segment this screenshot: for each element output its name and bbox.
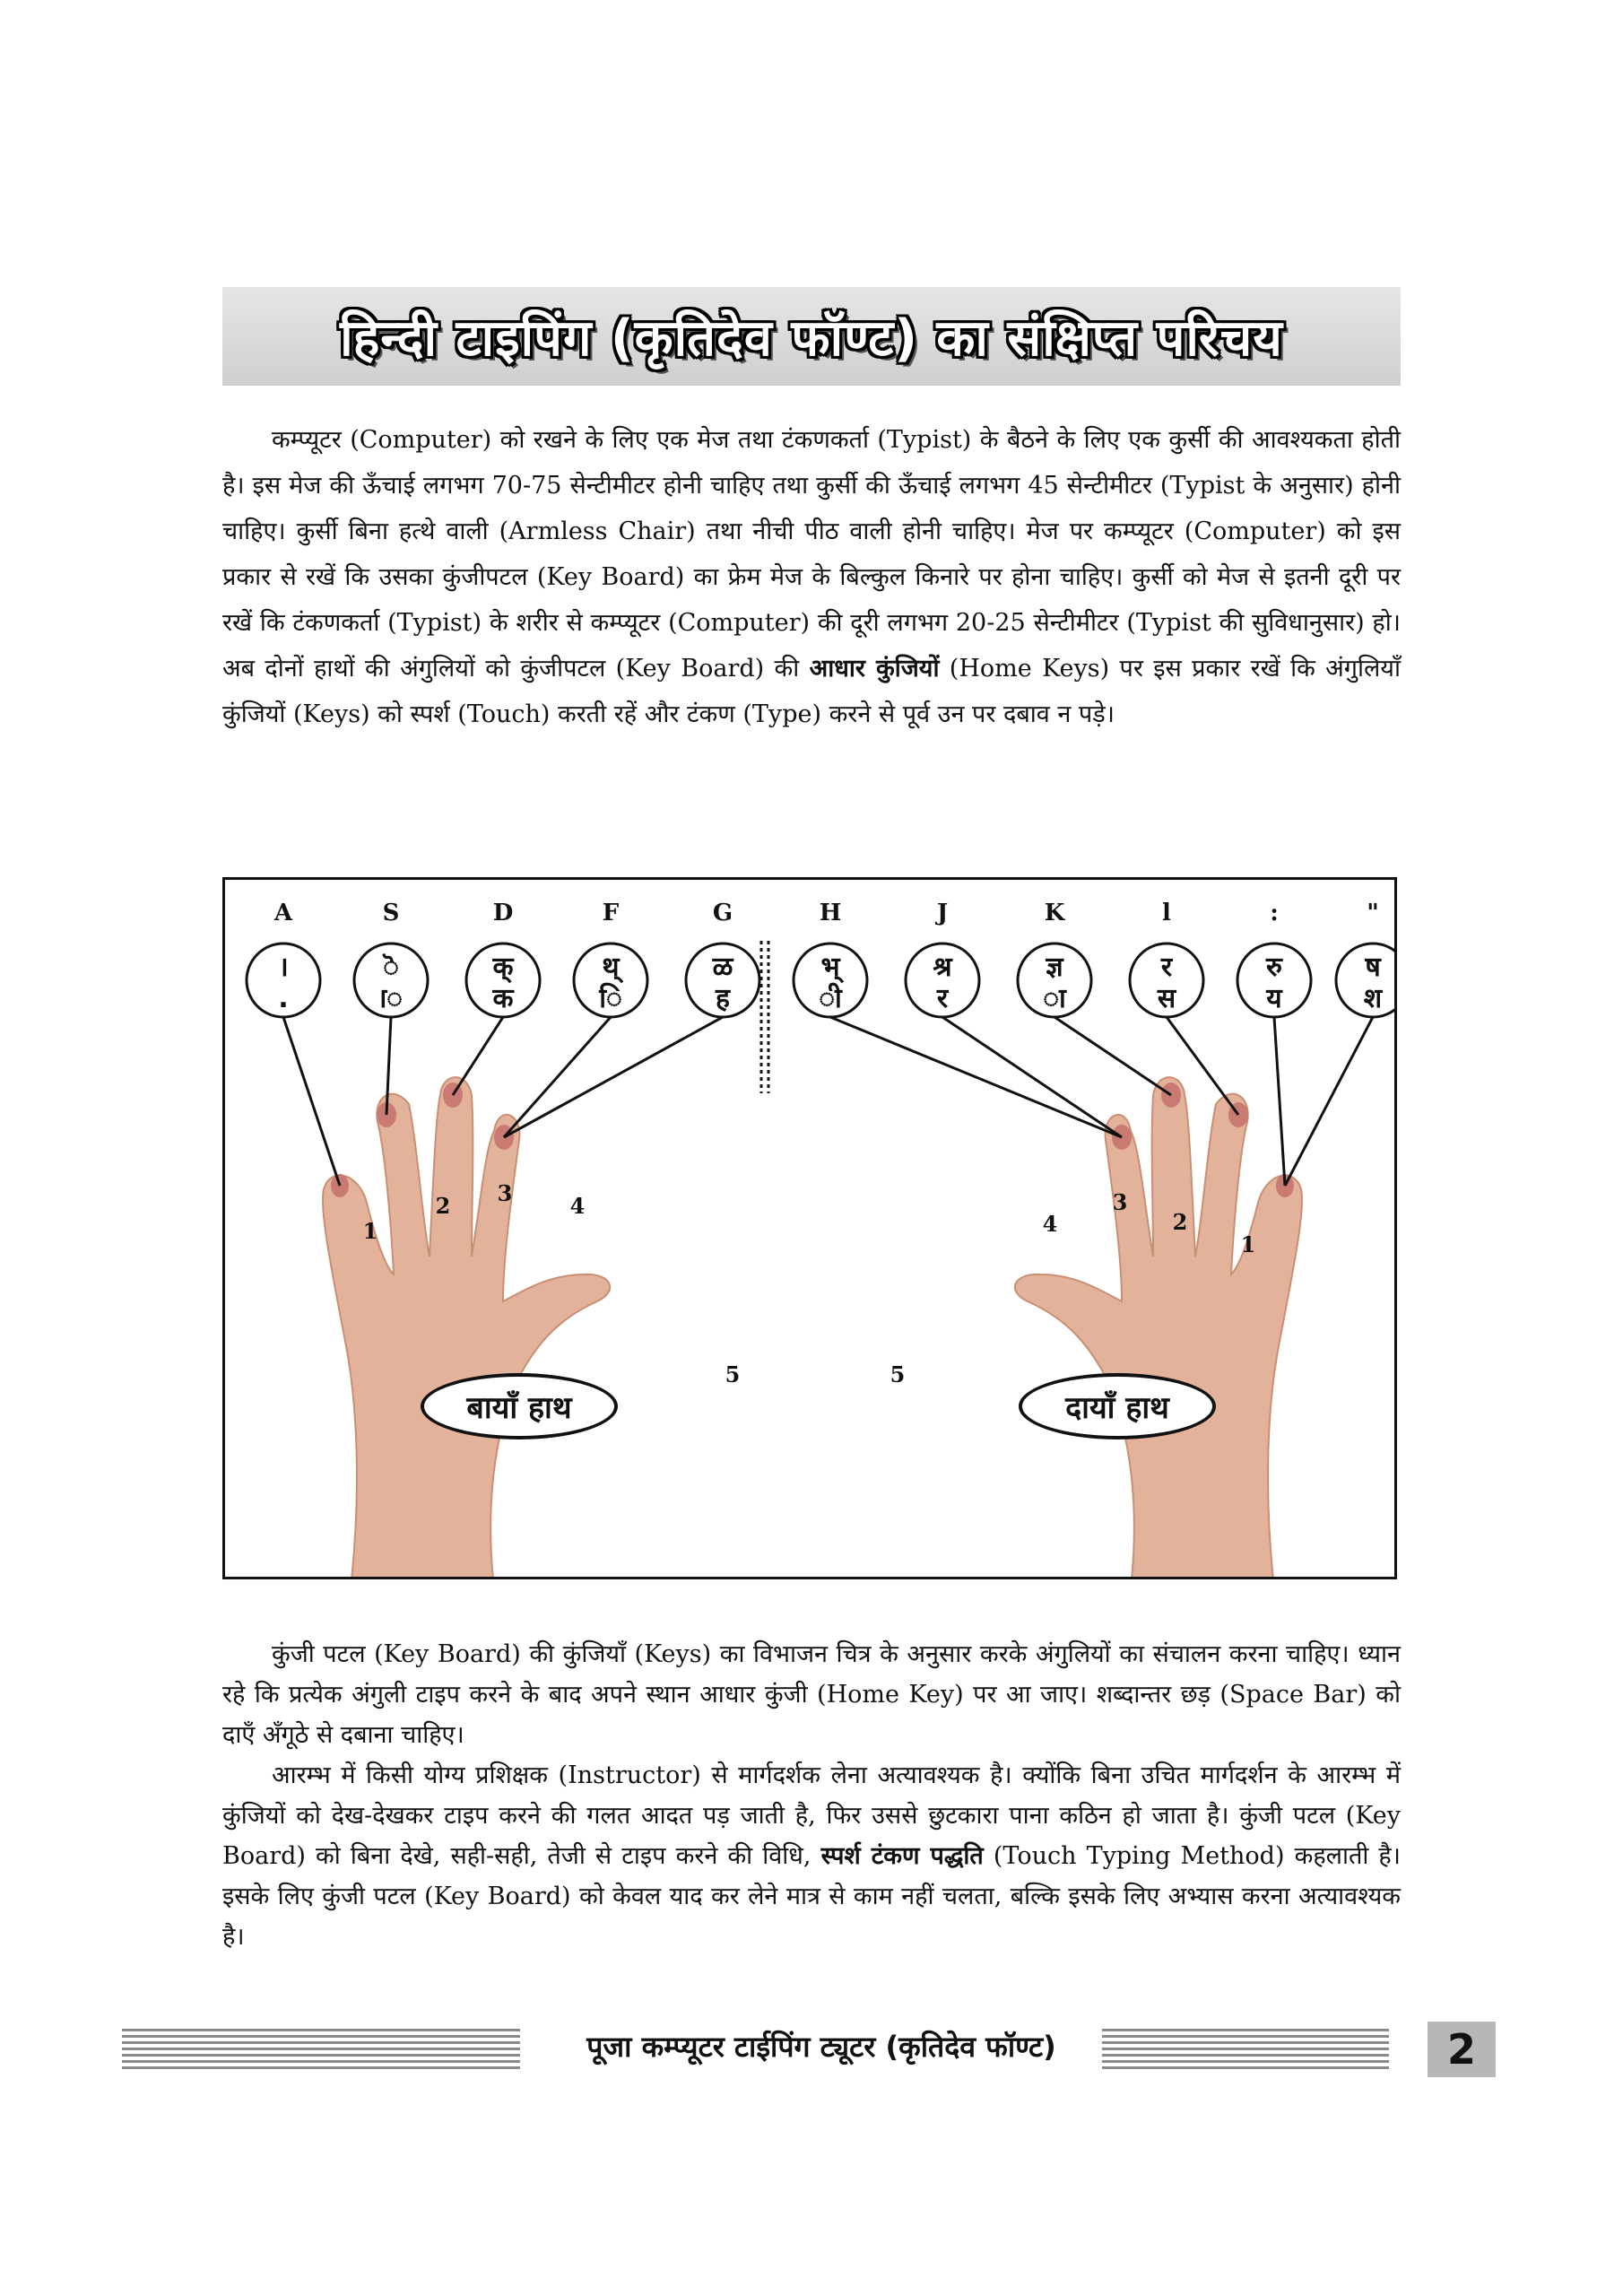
key-base-char: . bbox=[278, 983, 289, 1014]
page-number: 2 bbox=[1428, 2022, 1496, 2077]
key-latin-label: K bbox=[1044, 900, 1065, 926]
key-11 bbox=[1336, 900, 1397, 1017]
right-finger-number: 4 bbox=[1042, 1211, 1058, 1237]
keyboard-division-paragraph: कुंजी पटल (Key Board) की कुंजियाँ (Keys) का विभाजन चित्र के अनुसार करके अंगुलियों का संचालन करना चाहिए। ध्यान रहे कि प्रत्येक अंगुली टाइप करने के बाद अपने स्थान आधार कुंजी (Home Key) पर आ जाए। शब्दान्तर छड़ (Space Bar) को दाएँ अँगूठे से दबाना चाहिए। bbox=[222, 1640, 1401, 1749]
intro-paragraph bbox=[222, 417, 1401, 737]
page-title: हिन्दी टाइपिंग (कृतिदेव फॉण्ट) का संक्षिप्त परिचय bbox=[340, 309, 1283, 368]
left-hand bbox=[323, 1077, 610, 1579]
key-3 bbox=[466, 900, 540, 1017]
right-finger-number: 5 bbox=[890, 1361, 906, 1387]
key-latin-label: S bbox=[382, 900, 400, 926]
connector-line bbox=[830, 1017, 1122, 1137]
left-finger-number: 5 bbox=[725, 1361, 741, 1387]
left-hand-label: बायाँ हाथ bbox=[421, 1373, 618, 1439]
touch-typing-paragraph bbox=[222, 1755, 1401, 1957]
key-shift-char: क् bbox=[492, 952, 514, 983]
key-base-char: स bbox=[1157, 983, 1176, 1014]
key-latin-label: " bbox=[1367, 900, 1379, 926]
key-base-char: य bbox=[1266, 983, 1282, 1014]
key-latin-label: J bbox=[936, 900, 949, 926]
key-circles bbox=[247, 900, 1397, 1017]
connector-line bbox=[504, 1017, 611, 1137]
key-latin-label: : bbox=[1270, 900, 1279, 926]
key-shift-char: । bbox=[278, 952, 289, 983]
touch-text-2: (Touch Typing Method) कहलाती है। इसके लिए कुंजी पटल (Key Board) को केवल याद कर लेने मात्र से काम नहीं चलता, बल्कि इसके लिए अभ्यास करना अत्यावश्यक है। bbox=[222, 1842, 1402, 1951]
right-hand-label: दायाँ हाथ bbox=[1019, 1373, 1216, 1439]
key-base-char: श bbox=[1363, 983, 1383, 1014]
touch-typing-term: स्पर्श टंकण पद्धति bbox=[820, 1842, 984, 1870]
key-shift-char: श्र bbox=[933, 952, 952, 983]
key-latin-label: F bbox=[602, 900, 620, 926]
key-shift-char: ज्ञ bbox=[1046, 952, 1063, 983]
key-shift-char: र bbox=[1160, 952, 1173, 983]
intro-text-1: कम्प्यूटर (Computer) को रखने के लिए एक मेज तथा टंकणकर्ता (Typist) के बैठने के लिए एक कुर्सी की आवश्यकता होती है। इस मेज की ऊँचाई लगभग 70-75 सेन्टीमीटर होनी चाहिए तथा कुर्सी की ऊँचाई लगभग 45 सेन्टीमीटर (Typist के अनुसार) होनी चाहिए। कुर्सी बिना हत्थे वाली (Armless Chair) तथा नीची पीठ वाली होनी चाहिए। मेज पर कम्प्यूटर (Computer) को इस प्रकार से रखें कि उसका कुंजीपटल (Key Board) का फ्रेम मेज के बिल्कुल किनारे पर होना चाहिए। कुर्सी को मेज से इतनी दूरी पर रखें कि टंकणकर्ता (Typist) के शरीर से कम्प्यूटर (Computer) की दूरी लगभग 20-25 सेन्टीमीटर (Typist की सुविधानुसार) हो। अब दोनों हाथों की अंगुलियों को कुंजीपटल (Key Board) की bbox=[222, 426, 1401, 683]
key-10 bbox=[1237, 900, 1311, 1017]
left-finger-number: 1 bbox=[362, 1218, 378, 1244]
connector-line bbox=[504, 1017, 723, 1137]
title-banner bbox=[222, 287, 1401, 386]
key-base-char: ि bbox=[599, 983, 622, 1014]
right-finger-number: 1 bbox=[1240, 1231, 1256, 1257]
key-base-char: ी bbox=[819, 983, 842, 1014]
key-6 bbox=[794, 900, 867, 1017]
key-5 bbox=[686, 900, 759, 1017]
key-9 bbox=[1130, 900, 1203, 1017]
left-finger-number: 3 bbox=[497, 1180, 513, 1206]
key-latin-label: A bbox=[273, 900, 293, 926]
key-shift-char: थ् bbox=[602, 952, 620, 983]
key-base-char: ा bbox=[1043, 983, 1066, 1014]
home-keys-term: आधार कुंजियों bbox=[809, 655, 940, 683]
right-hand bbox=[1015, 1077, 1302, 1579]
connector-line bbox=[453, 1017, 503, 1095]
key-7 bbox=[906, 900, 979, 1017]
key-1 bbox=[247, 900, 320, 1017]
page-footer bbox=[122, 2022, 1494, 2077]
footer-stripes-right bbox=[1102, 2029, 1389, 2072]
finger-placement-figure bbox=[222, 877, 1397, 1579]
footer-book-title: पूजा कम्प्यूटर टाईपिंग ट्यूटर (कृतिदेव फॉण्ट) bbox=[586, 2030, 1056, 2064]
intro-text-2: (Home Keys) पर इस प्रकार रखें कि अंगुलियाँ कुंजियों (Keys) को स्पर्श (Touch) करती रहें और टंकण (Type) करने से पूर्व उन पर दबाव न पड़े। bbox=[222, 655, 1401, 728]
footer-stripes-left bbox=[122, 2029, 520, 2072]
key-shift-char: भ् bbox=[820, 952, 840, 983]
key-4 bbox=[574, 900, 647, 1017]
key-8 bbox=[1018, 900, 1091, 1017]
hands-keyboard-diagram bbox=[225, 880, 1397, 1579]
key-base-char: र bbox=[936, 983, 949, 1014]
left-finger-number: 2 bbox=[435, 1193, 451, 1219]
key-base-char: क bbox=[492, 983, 514, 1014]
connector-line bbox=[283, 1017, 340, 1186]
key-shift-char: ष bbox=[1365, 952, 1381, 983]
key-shift-char: रु bbox=[1266, 952, 1282, 983]
key-base-char: ॎ bbox=[378, 983, 404, 1014]
connector-line bbox=[1055, 1017, 1171, 1095]
key-base-char: ह bbox=[716, 983, 730, 1014]
connector-line bbox=[1274, 1017, 1285, 1186]
key-latin-label: D bbox=[492, 900, 514, 926]
right-finger-number: 2 bbox=[1172, 1209, 1188, 1235]
key-latin-label: l bbox=[1162, 900, 1171, 926]
key-2 bbox=[354, 900, 428, 1017]
key-latin-label: H bbox=[819, 900, 842, 926]
connector-line bbox=[942, 1017, 1122, 1137]
key-latin-label: G bbox=[712, 900, 733, 926]
key-shift-char: ळ bbox=[712, 952, 733, 983]
left-finger-number: 4 bbox=[569, 1193, 586, 1219]
right-finger-number: 3 bbox=[1112, 1189, 1128, 1215]
touch-text-1: आरम्भ में किसी योग्य प्रशिक्षक (Instructor) से मार्गदर्शक लेना अत्यावश्यक है। क्योंकि बिना उचित मार्गदर्शन के आरम्भ में कुंजियों को देख-देखकर टाइप करने की गलत आदत पड़ जाती है, फिर उससे छुटकारा पाना कठिन हो जाता है। कुंजी पटल (Key Board) को बिना देखे, सही-सही, तेजी से टाइप करने की विधि, bbox=[222, 1761, 1401, 1870]
key-shift-char: ॆ bbox=[383, 952, 399, 983]
connector-line bbox=[1285, 1017, 1373, 1186]
